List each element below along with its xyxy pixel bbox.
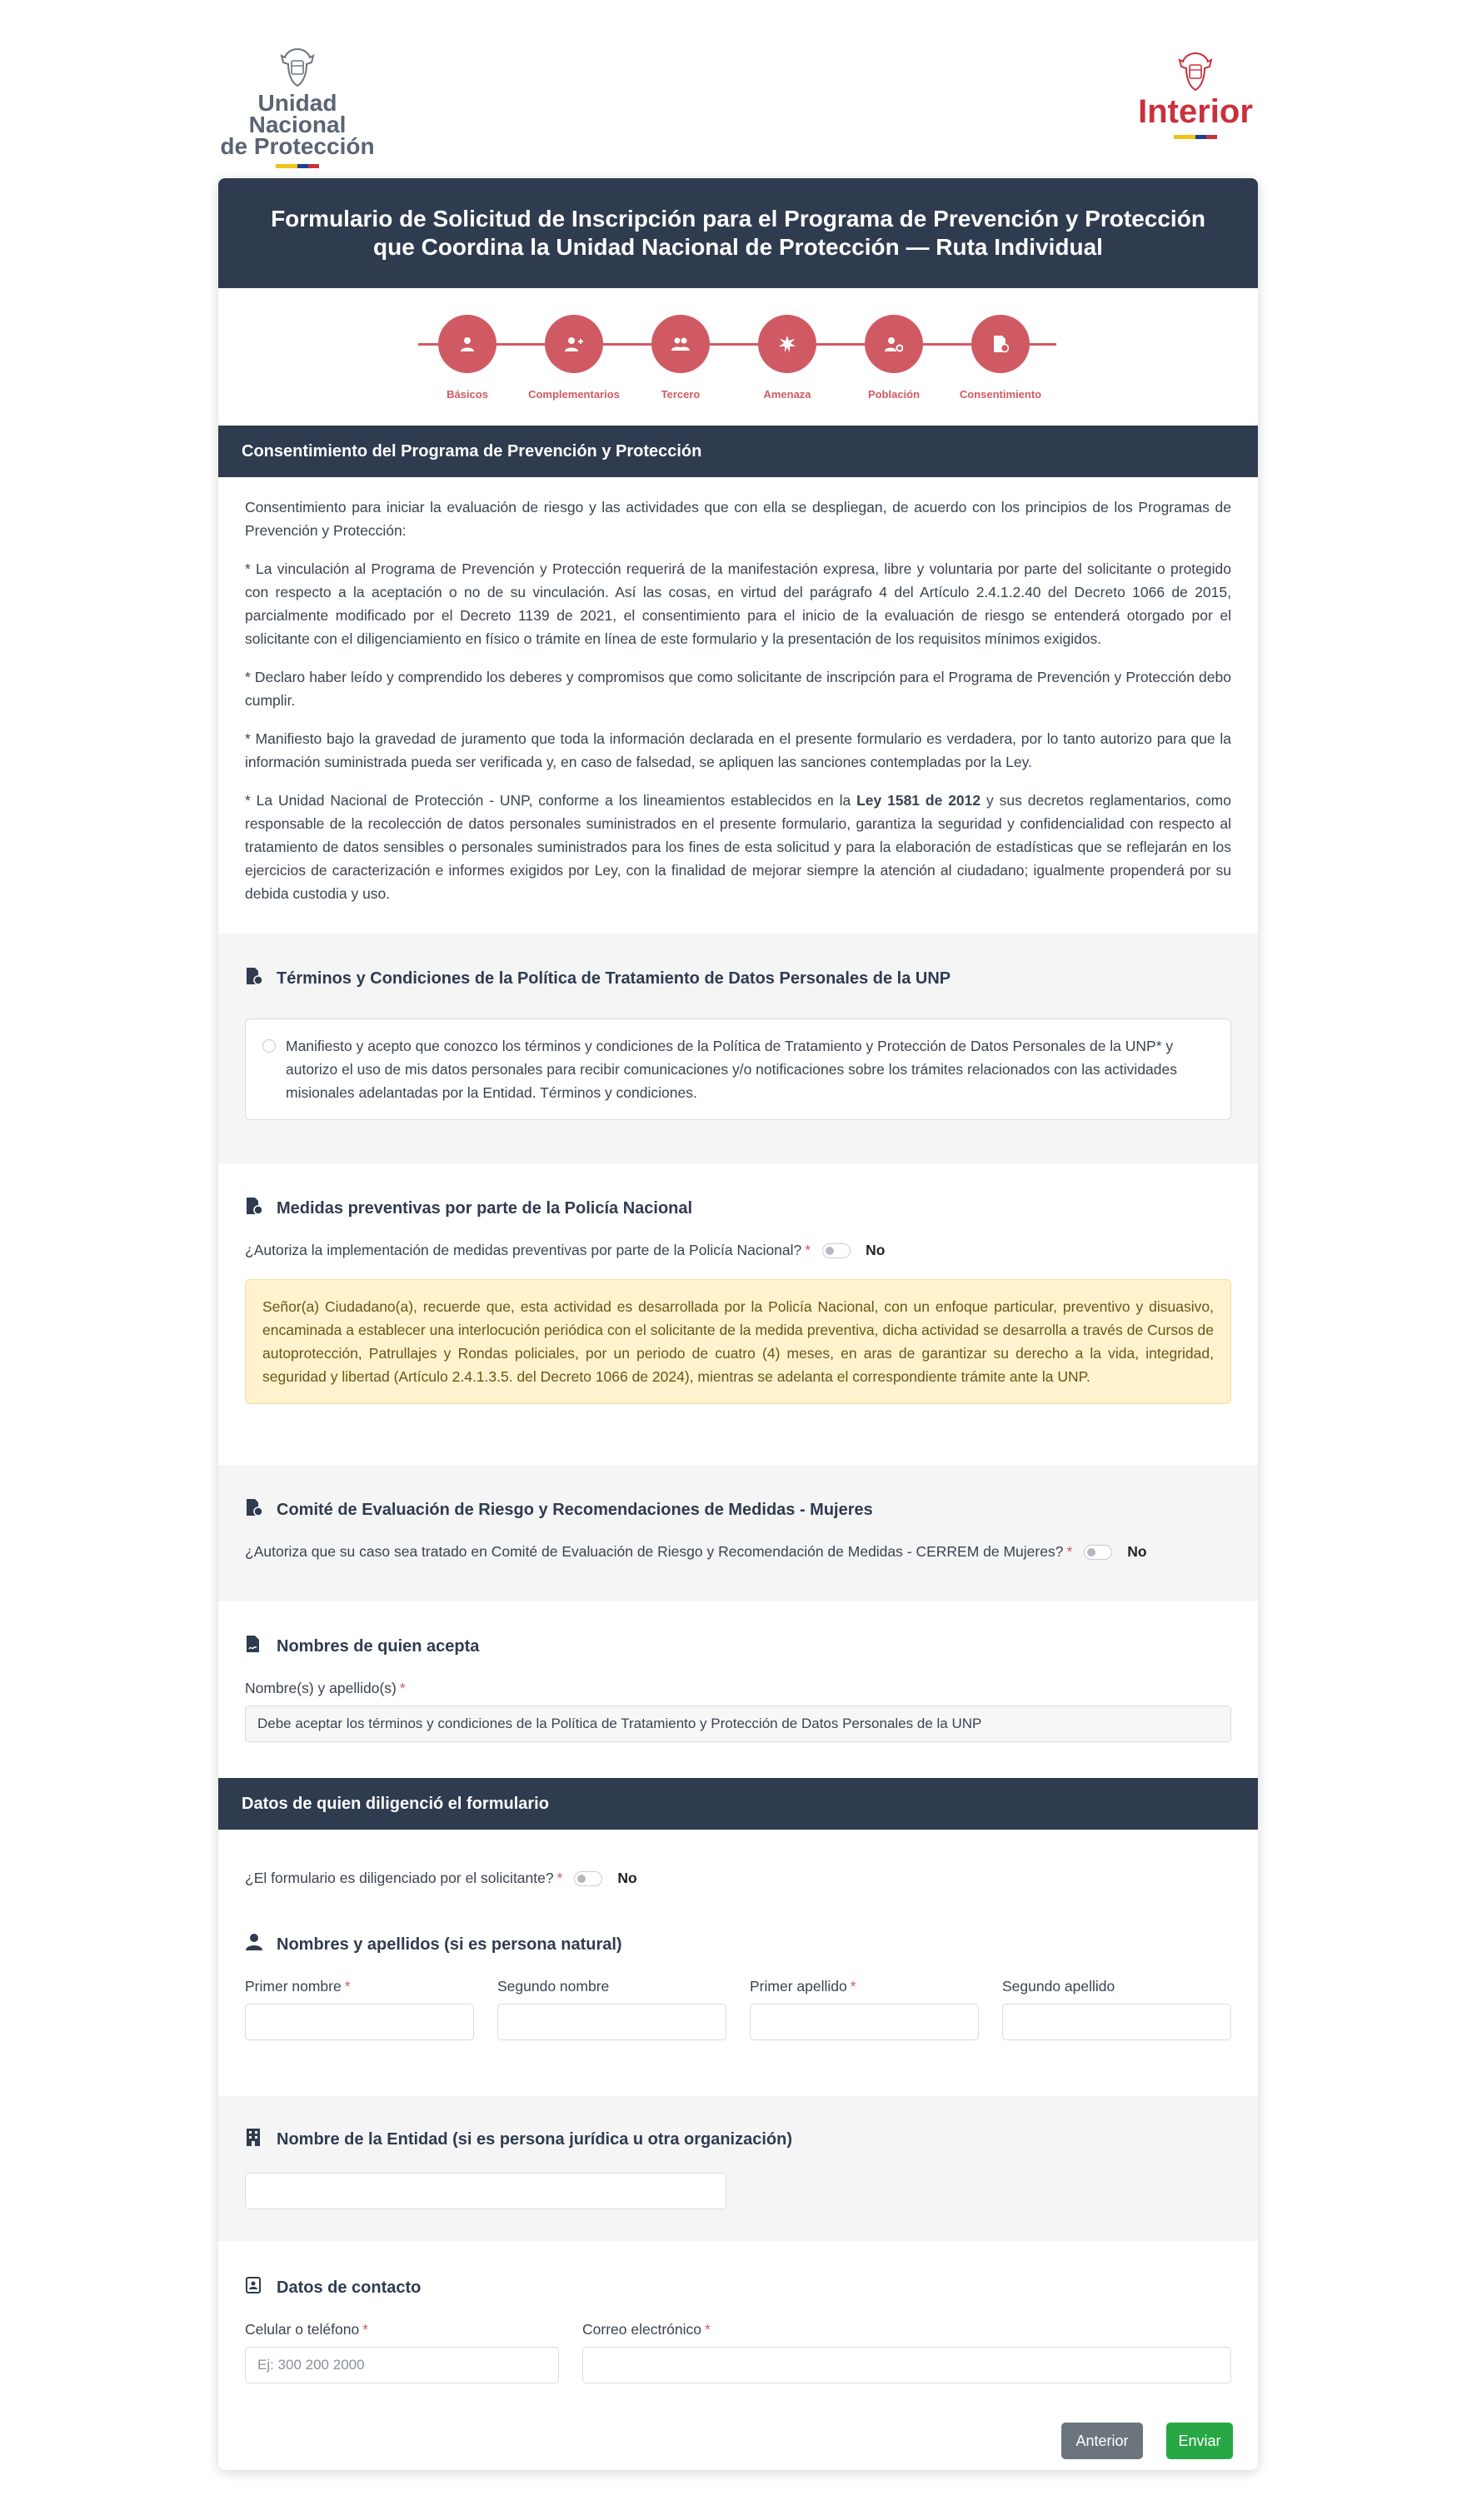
cerrem-toggle[interactable] bbox=[1084, 1545, 1112, 1560]
police-warning: Señor(a) Ciudadano(a), recuerde que, esta actividad es desarrollada por la Policía Nacional, con un enfoque particular, preventivo y disuasivo, encaminada a establecer una interlocución periódica con el solicitante de la medida preventiva, dicha actividad se desarrolla a través de Cursos de autoprotección, Patrullajes y Rondas policiales, por un periodo de cuatro (4) meses, en aras de garantizar su derecho a la vida, integridad, seguridad y libertad (Artículo 2.4.1.3.5. del Decreto 1066 de 2024), mientras se adelanta el correspondiente trámite ante la UNP. bbox=[245, 1279, 1231, 1404]
filler-toggle[interactable] bbox=[574, 1871, 602, 1886]
step-consentimiento[interactable] bbox=[946, 315, 1055, 401]
first-surname-input[interactable] bbox=[750, 2004, 979, 2040]
document-lock-icon bbox=[245, 1498, 267, 1521]
flag-stripe bbox=[1174, 135, 1217, 139]
interior-logo bbox=[1133, 50, 1258, 139]
step-label: Tercero bbox=[661, 388, 701, 401]
phone-label bbox=[245, 2321, 559, 2338]
email-group bbox=[582, 2321, 1231, 2383]
first-surname-label bbox=[750, 1978, 979, 1995]
required-mark: * bbox=[805, 1242, 811, 1258]
form-header bbox=[218, 178, 1258, 288]
second-surname-label: Segundo apellido bbox=[1002, 1978, 1115, 1995]
first-surname-group bbox=[750, 1978, 979, 2040]
entity-title-text: Nombre de la Entidad (si es persona jurídica u otra organización) bbox=[277, 2129, 793, 2149]
terms-checkbox-box[interactable] bbox=[245, 1018, 1231, 1120]
form-card bbox=[218, 178, 1258, 2470]
second-surname-input[interactable] bbox=[1002, 2004, 1231, 2040]
natural-fields-row bbox=[245, 1978, 1231, 2040]
police-title-text: Medidas preventivas por parte de la Policía Nacional bbox=[277, 1198, 693, 1218]
unp-logo-text bbox=[218, 92, 377, 157]
step-tercero[interactable] bbox=[626, 315, 735, 401]
cerrem-title-text: Comité de Evaluación de Riesgo y Recomendaciones de Medidas - Mujeres bbox=[277, 1500, 873, 1519]
alert-burst-icon bbox=[758, 315, 816, 373]
top-logos-bar bbox=[0, 0, 1462, 178]
first-name-label bbox=[245, 1978, 474, 1995]
cerrem-section bbox=[218, 1465, 1258, 1601]
terms-title bbox=[245, 967, 1231, 990]
step-label: Básicos bbox=[447, 388, 488, 401]
law-reference: Ley 1581 de 2012 bbox=[856, 792, 981, 809]
email-input[interactable] bbox=[582, 2347, 1231, 2383]
acceptor-name-field[interactable]: Debe aceptar los términos y condiciones de la Política de Tratamiento y Protección de Datos Personales de la UNP bbox=[245, 1706, 1231, 1742]
filler-section-header: Datos de quien diligenció el formulario bbox=[218, 1778, 1258, 1830]
document-lock-icon bbox=[245, 1197, 267, 1220]
contact-section bbox=[218, 2241, 1258, 2470]
phone-group bbox=[245, 2321, 559, 2383]
required-mark: * bbox=[1066, 1543, 1073, 1560]
required-mark: * bbox=[704, 2321, 711, 2338]
coat-of-arms-icon bbox=[1175, 50, 1216, 93]
required-mark: * bbox=[362, 2321, 368, 2338]
user-plus-icon bbox=[545, 315, 603, 373]
cerrem-question: ¿Autoriza que su caso sea tratado en Comité de Evaluación de Riesgo y Recomendación de Medidas - CERREM de Mujeres? bbox=[245, 1543, 1064, 1560]
consent-text bbox=[218, 477, 1258, 934]
natural-title bbox=[245, 1933, 1231, 1956]
unp-logo bbox=[218, 46, 377, 168]
step-label: Complementarios bbox=[528, 388, 620, 401]
police-title bbox=[245, 1197, 1231, 1220]
police-toggle[interactable] bbox=[822, 1243, 851, 1258]
submit-button[interactable]: Enviar bbox=[1166, 2423, 1233, 2459]
users-icon bbox=[651, 315, 710, 373]
natural-title-text: Nombres y apellidos (si es persona natural) bbox=[277, 1935, 622, 1954]
consent-intro: Consentimiento para iniciar la evaluación de riesgo y las actividades que con ella se despliegan, de acuerdo con los principios de los Programas de Prevención y Protección: bbox=[245, 499, 1231, 539]
terms-section bbox=[218, 934, 1258, 1163]
consent-paragraph: * Manifiesto bajo la gravedad de juramento que toda la información declarada en el presente formulario es verdadera, por lo tanto autorizo para que la información suministrada pueda ser verificada y, en caso de falsedad, se apliquen las sanciones contempladas por la Ley. bbox=[245, 730, 1231, 770]
first-name-input[interactable] bbox=[245, 2004, 474, 2040]
email-label bbox=[582, 2321, 1231, 2338]
user-gear-icon bbox=[865, 315, 923, 373]
cerrem-question-row bbox=[245, 1543, 1231, 1561]
required-mark: * bbox=[344, 1978, 351, 1995]
police-question-row bbox=[245, 1242, 1231, 1259]
building-icon bbox=[245, 2128, 267, 2151]
first-name-group bbox=[245, 1978, 474, 2040]
entity-section bbox=[218, 2096, 1258, 2241]
entity-title bbox=[245, 2128, 1231, 2151]
form-title: Formulario de Solicitud de Inscripción para el Programa de Prevención y Protección que Coordina la Unidad Nacional de Protección — Ruta Individual bbox=[271, 206, 1205, 260]
second-surname-group bbox=[1002, 1978, 1231, 2040]
step-complementarios[interactable] bbox=[520, 315, 628, 401]
second-name-group bbox=[497, 1978, 726, 2040]
email-label-text: Correo electrónico bbox=[582, 2321, 701, 2338]
address-book-icon bbox=[245, 2276, 267, 2299]
coat-of-arms-icon bbox=[277, 46, 318, 89]
required-mark: * bbox=[399, 1680, 406, 1696]
consent-paragraph: * La vinculación al Programa de Prevención y Protección requerirá de la manifestación expresa, libre y voluntaria por parte del solicitante o protegido con respecto a la aceptación o no de su vinculación. Así las cosas, en virtud del parágrafo 4 del Artículo 2.4.1.2.40 del Decreto 1066 de 2015, parcialmente modificado por el Decreto 1139 de 2021, el consentimiento para el inicio de la evaluación de riesgo se entenderá otorgado por el solicitante con el diligenciamiento en físico o trámite en línea de este formulario y la presentación de los requisitos mínimos exigidos. bbox=[245, 560, 1231, 647]
consent-section-header: Consentimiento del Programa de Prevención y Protección bbox=[218, 426, 1258, 477]
police-question: ¿Autoriza la implementación de medidas preventivas por parte de la Policía Nacional? bbox=[245, 1242, 802, 1258]
filler-question: ¿El formulario es diligenciado por el solicitante? bbox=[245, 1870, 554, 1886]
second-name-label: Segundo nombre bbox=[497, 1978, 610, 1995]
consent-paragraph: * Declaro haber leído y comprendido los deberes y compromisos que como solicitante de inscripción para el Programa de Prevención y Protección debo cumplir. bbox=[245, 669, 1231, 709]
consent-text-span: y sus decretos reglamentarios, como responsable de la recolección de datos personales suministrados en el presente formulario, garantiza la seguridad y confidencialidad con respecto al tratamiento de datos sensibles o personales suministrados para los fines de esta solicitud y para la elaboración de estadísticas que se reflejarán en los ejercicios de caracterización e informes exigidos por Ley, con la finalidad de mejorar siempre la atención al ciudadano; igualmente propenderá por su debida custodia y uso. bbox=[245, 792, 1231, 902]
signature-document-icon bbox=[245, 1635, 267, 1658]
step-basicos[interactable] bbox=[413, 315, 521, 401]
police-toggle-value: No bbox=[866, 1242, 886, 1258]
step-label: Amenaza bbox=[763, 388, 811, 401]
contact-title bbox=[245, 2276, 1231, 2299]
person-icon bbox=[245, 1933, 267, 1956]
police-section bbox=[218, 1163, 1258, 1465]
unp-logo-line2: de Protección bbox=[220, 133, 375, 159]
acceptor-section bbox=[218, 1601, 1258, 1778]
acceptor-title bbox=[245, 1635, 1231, 1658]
previous-button[interactable]: Anterior bbox=[1061, 2423, 1143, 2459]
consent-text-span: * La Unidad Nacional de Protección - UNP, conforme a los lineamientos establecidos en la bbox=[245, 792, 857, 809]
entity-name-input[interactable] bbox=[245, 2173, 726, 2209]
acceptor-label bbox=[245, 1680, 1231, 1697]
cerrem-title bbox=[245, 1498, 1231, 1521]
step-label: Población bbox=[867, 388, 921, 401]
terms-checkbox-label: Manifiesto y acepto que conozco los términos y condiciones de la Política de Tratamiento y Protección de Datos Personales de la UNP* y autorizo el uso de mis datos personales para recibir comunicaciones y/o notificaciones sobre los trámites relacionados con las actividades misionales adelantadas por la Entidad. Términos y condiciones. bbox=[286, 1038, 1177, 1101]
terms-title-text: Términos y Condiciones de la Política de Tratamiento de Datos Personales de la UNP bbox=[277, 969, 951, 988]
acceptor-title-text: Nombres de quien acepta bbox=[277, 1636, 480, 1656]
cerrem-toggle-value: No bbox=[1127, 1543, 1147, 1560]
user-icon bbox=[438, 315, 496, 373]
unp-logo-line1: Unidad Nacional bbox=[248, 90, 347, 137]
acceptor-label-text: Nombre(s) y apellido(s) bbox=[245, 1680, 397, 1696]
phone-label-text: Celular o teléfono bbox=[245, 2321, 360, 2338]
contact-fields-row bbox=[245, 2321, 1231, 2383]
contact-title-text: Datos de contacto bbox=[277, 2278, 422, 2297]
first-surname-label-text: Primer apellido bbox=[750, 1978, 847, 1995]
interior-logo-text: Interior bbox=[1138, 93, 1253, 130]
document-lock-icon bbox=[245, 967, 267, 990]
first-name-label-text: Primer nombre bbox=[245, 1978, 342, 1995]
step-poblacion[interactable] bbox=[840, 315, 948, 401]
filler-question-row bbox=[245, 1870, 1231, 1887]
required-mark: * bbox=[850, 1978, 856, 1995]
required-mark: * bbox=[556, 1870, 563, 1886]
consent-paragraph bbox=[245, 789, 1231, 905]
phone-input[interactable] bbox=[245, 2347, 559, 2383]
filler-toggle-value: No bbox=[617, 1870, 637, 1886]
flag-stripe bbox=[276, 164, 319, 168]
natural-person-section bbox=[218, 1933, 1258, 2096]
second-name-input[interactable] bbox=[497, 2004, 726, 2040]
step-label: Consentimiento bbox=[959, 388, 1042, 401]
filler-question-section bbox=[218, 1830, 1258, 1933]
stepper bbox=[218, 288, 1258, 426]
terms-checkbox[interactable] bbox=[262, 1039, 276, 1053]
step-amenaza[interactable] bbox=[733, 315, 841, 401]
document-check-icon bbox=[971, 315, 1030, 373]
